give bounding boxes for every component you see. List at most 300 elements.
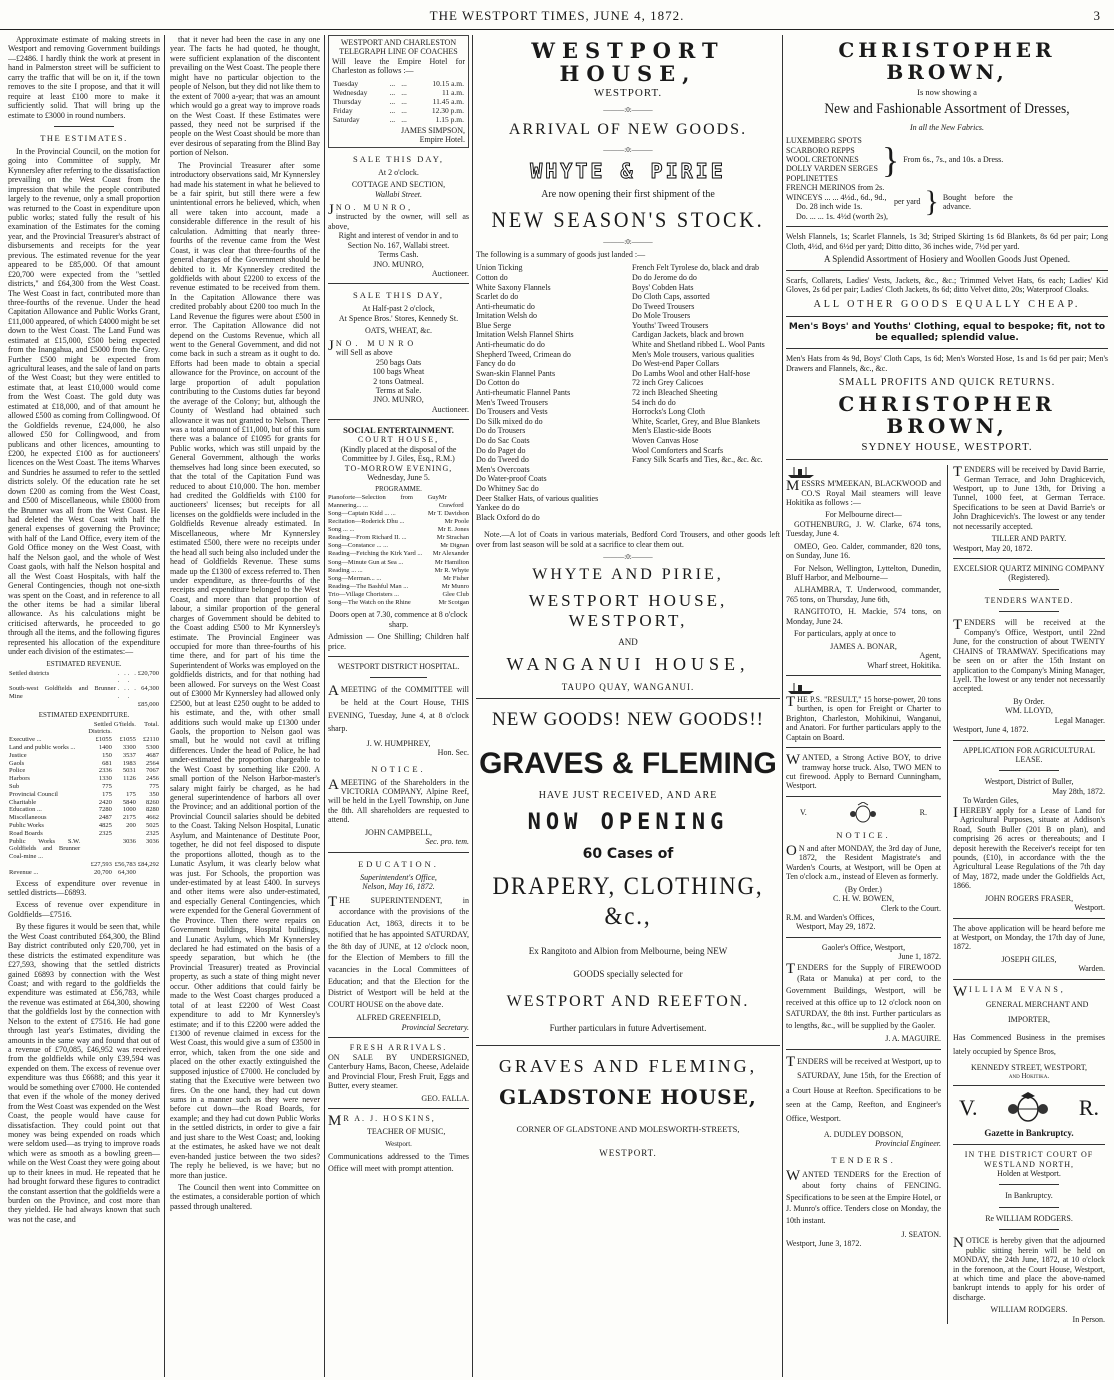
timetable-cell: ... [389, 96, 396, 106]
excelsior-heading: EXCELSIOR QUARTZ MINING COMPANY (Registered). [953, 564, 1105, 583]
divider [328, 1037, 469, 1038]
social-text: (Kindly placed at the disposal of the Committee by J. Giles, Esq., R.M.) [340, 444, 457, 464]
table-row [8, 861, 160, 869]
timetable-cell: 12.30 p.m. [431, 105, 464, 115]
table-cell: 150 [102, 751, 112, 759]
table-row [8, 767, 160, 775]
table-row [8, 701, 160, 709]
column-header: Settled Districts. [88, 720, 112, 736]
table-cell: £1055 [95, 736, 112, 744]
timetable-cell: ... [389, 78, 396, 88]
new-fabrics: In all the New Fabrics. [910, 122, 984, 132]
goods-item: Scarlet do do [476, 292, 519, 302]
column-header [8, 721, 81, 737]
lloyd-role: Legal Manager. [1054, 715, 1105, 725]
education-notice [328, 895, 469, 1011]
col5-right [947, 465, 1105, 1324]
table-cell: . . . [127, 685, 136, 701]
lot-item: 2 tons Oatmeal. [373, 376, 424, 386]
timetable-cell: ... [389, 114, 396, 124]
goods-item: Cardigan Jackets, black and brown [632, 330, 744, 340]
social-date: Wednesday, June 5. [367, 473, 430, 483]
drop-cap: T [786, 693, 796, 710]
timetable-cell: 10.15 a.m. [432, 78, 464, 88]
bonar-address: Wharf street, Hokitika. [867, 660, 941, 670]
sale-item: COTTAGE AND SECTION, [351, 180, 446, 190]
westport-reefton: WESTPORT AND REEFTON. [506, 992, 750, 1010]
table-cell: 5031 [122, 767, 136, 775]
drapery-heading: DRAPERY, CLOTHING, &c., [492, 873, 764, 931]
munro-advert [328, 203, 469, 279]
drop-cap: A [328, 776, 339, 793]
table-cell [127, 701, 137, 709]
goods-item: French Felt Tyrolese do, black and drab [632, 263, 760, 273]
table-cell: . . . [117, 685, 126, 701]
table-cell: 4687 [146, 751, 159, 759]
table-cell: 64,300 [141, 685, 159, 693]
goods-item: Fancy Silk Scarfs and Ties, &c., &c. &c. [632, 455, 763, 465]
programme-piece: Reading—The Bashful Man ... [328, 582, 409, 590]
divider [999, 611, 1060, 612]
goods-item: Boys' Cobden Hats [632, 282, 694, 292]
result-text: HE P.S. "RESULT," 15 horse-power, 20 tons burthen, is open for Freight or Charter to Brighton, Charleston, Mohikinui, Wanganui, and Anatori. For further particulars apply to the Captain on Board. [786, 694, 941, 742]
divider [953, 1085, 1105, 1086]
tiller-signature: TILLER AND PARTY. [991, 534, 1067, 544]
fresh-signature: GEO. FALLA. [421, 1093, 469, 1103]
omeo-sailing: OMEO, Geo. Calder, commander, 820 tons, on Sunday, June 16. [786, 541, 941, 561]
fabric-item: POPLINETTES [786, 173, 838, 183]
programme-performer: Mr Fisher [443, 574, 469, 582]
table-cell: 4662 [146, 814, 159, 822]
column-rule [324, 35, 325, 1377]
table-row [8, 830, 160, 838]
in-bankruptcy: In Bankruptcy. [1005, 1191, 1053, 1201]
goods-item: Horrocks's Long Cloth [632, 407, 705, 417]
rodgers-notice-text: OTICE is hereby given that the adjourned public sitting herein will be held on MONDAY, the 24th June, 1872, at 10 o'clock in the forenoon, at the Court House, Westport, at which time and place the above-named bankrupt intends to apply for his order of discharge. [953, 1236, 1105, 1302]
whyte-pirie-logo: WHYTE & PIRIE [530, 158, 726, 183]
timetable-cell: ... [389, 87, 396, 97]
goods-item: White and Shetland ribbed L. Wool Pants [632, 340, 765, 350]
application-heading: APPLICATION FOR AGRICULTURAL LEASE. [962, 745, 1096, 765]
district-court: IN THE DISTRICT COURT OF WESTLAND NORTH, [964, 1150, 1094, 1169]
coach-advert [328, 35, 469, 148]
table-cell: 2564 [146, 759, 159, 767]
fabric-item: WOOL CRETONNES [786, 155, 859, 165]
programme-item [328, 599, 469, 607]
drop-cap: I [953, 804, 958, 821]
sale-place: At Spence Bros.' Stores, Kennedy St. [338, 313, 459, 323]
seaton-signature: J. SEATON. [901, 1229, 941, 1239]
table-cell: 8260 [146, 798, 159, 806]
divider [786, 937, 941, 938]
goods-item: Men's Mole trousers, various qualities [632, 349, 755, 359]
divider [328, 852, 469, 853]
nelson-route: For Nelson, Wellington, Lyttelton, Dunedin, Bluff Harbor, and Melbourne— [786, 563, 941, 583]
table-row [8, 806, 160, 814]
table-cell: Justice [9, 751, 27, 759]
goods-item: Youths' Tweed Trousers [632, 320, 709, 330]
programme-performer: Glee Club [442, 591, 469, 599]
gladstone-house: GLADSTONE HOUSE, [499, 1084, 757, 1109]
divider [953, 979, 1105, 980]
lloyd-signature: WM. LLOYD, [1005, 706, 1053, 716]
expenditure-heading: ESTIMATED EXPENDITURE. [38, 710, 130, 719]
goods-item: Do Mole Trousers [632, 311, 691, 321]
programme-heading: PROGRAMME. [375, 485, 422, 494]
timetable-cell: Wednesday [333, 87, 368, 97]
now-opening: NOW OPENING [527, 809, 729, 835]
goods-item: Do Cloth Caps, assorted [632, 292, 710, 302]
programme-piece: Song—Captain Kidd ... ... [328, 509, 396, 517]
graves-fleming-logo: GRAVES & FLEMING [479, 747, 777, 781]
column-rule [472, 35, 473, 1377]
estimate-intro: Approximate estimate of making streets in Westport and removing Government buildings—£2486. I hardly think the work at present in hand in Palmerston street will be sufficient to carry the traffic that will be on it, if the town removes to the site I propose, and that it will require at least £100 more to make it sufficiently solid. That will bring up the estimate to £3000 in round numbers. [8, 35, 160, 120]
hoskins-name: R A. J. HOSKINS, [343, 1113, 436, 1123]
column-1 [8, 35, 160, 1377]
westport-town: WESTPORT. [593, 87, 663, 100]
note-text: Note.—A lot of Coats in various materials, Bedford Cord Trousers, and other goods left over from last season will be sold at a sacrifice to clear them out. [476, 530, 780, 549]
tiller-date: Westport, May 20, 1872. [953, 543, 1033, 553]
sydney-house: SYDNEY HOUSE, WESTPORT. [861, 441, 1033, 454]
table-cell: Miscellaneous [9, 814, 47, 822]
hoskins-text: Communications addressed to the Times Office will meet with prompt attention. [328, 1152, 469, 1174]
fresh-text: ON SALE BY UNDERSIGNED, Canterbury Hams, Bacon, Cheese, Adelaide and Provincial Flour, Fresh Fruit, Eggs and Butter, every steamer. [328, 1052, 469, 1091]
flannels-text: Welsh Flannels, 1s; Scarlet Flannels, 1s 3d; Striped Skirting 1s 6d Blankets, 8s 6d per pair; Long Cloth, 4½d, and 6½d per yard; Ditto ditto, 36 inches wide, 7½d per yard. [786, 232, 1108, 251]
programme-item [328, 575, 469, 583]
goods-item: Swan-skin Flannel Pants [476, 368, 556, 378]
divider [328, 283, 469, 284]
table-cell: £20,700 [137, 669, 159, 677]
winceys-other-price: Do. ... ... 1s. 4½d (worth 2s), [796, 211, 888, 221]
wanganui-house: WANGANUI HOUSE, [506, 654, 750, 675]
education-text: HE SUPERINTENDENT, in accordance with the provisions of the Education Act, 1863, directs it to be notified that he has appointed SATURDAY, the 8th day of JUNE, at 12 o'clock noon, for the Election of Members to fill the vacancies in the Local Committees of Education; and that the Election for the District of Westport will be held at the COURT HOUSE on the above date. [328, 895, 469, 1009]
goods-item: Do do Jerome do do [632, 272, 697, 282]
table-row [8, 736, 160, 744]
programme-performer: Mr Alexander [432, 550, 469, 558]
table-cell: 3300 [122, 744, 136, 752]
education-office: Superintendent's Office, [360, 872, 437, 882]
table-cell: 4825 [98, 822, 112, 830]
programme-piece: Reading—Fetching the Kirk Yard ... [328, 550, 423, 558]
alhambra-sailing: ALHAMBRA, T. Underwood, commander, 765 tons, on Thursday, June 6th, [786, 585, 941, 604]
fabric-item: SCARBORO REPPS [786, 145, 855, 155]
table-cell: Executive ... [9, 736, 42, 744]
revenue-table [8, 670, 160, 709]
hospital-heading: WESTPORT DISTRICT HOSPITAL. [337, 662, 460, 672]
dobson-signature: A. DUDLEY DOBSON, [823, 1129, 904, 1139]
programme-piece: Reading—From Richard II. ... [328, 534, 407, 542]
divider [476, 698, 780, 699]
fabric-item: LUXEMBERG SPOTS [786, 136, 862, 146]
goods-item: Do do Tweed do [476, 455, 529, 465]
goods-item: Yankee do do [476, 503, 520, 513]
programme-piece: Reading ... ... [328, 566, 363, 574]
goods-item: Do do Paget do [476, 445, 526, 455]
programme-performer: Mr Munro [441, 582, 469, 590]
vr-letter-v: V. [800, 808, 807, 818]
programme-performer: Mr Dignan [440, 542, 469, 550]
bonar-name: JAMES A. BONAR, [830, 641, 897, 651]
table-cell: £2110 [142, 736, 159, 744]
social-heading: SOCIAL ENTERTAINMENT. [343, 425, 454, 436]
application-to: To Warden Giles, [963, 796, 1019, 806]
programme-item [328, 526, 469, 534]
table-cell: £1055 [119, 736, 136, 744]
merinos-price: FRENCH MERINOS from 2s. [786, 183, 885, 193]
tw-date: Westport, June 4, 1872. [953, 725, 1029, 735]
timetable-cell: Saturday [333, 114, 360, 124]
table-cell: Land and public works ... [9, 744, 76, 752]
drop-cap: W [786, 1167, 801, 1184]
timetable-cell: 1.15 p.m. [435, 114, 464, 124]
tunnel-tender-text: ENDERS will be received by David Barrie, German Terrace, and John Draghicevich, Westport, up to June 13th, for Driving a Tunnel, 1000 feet, at German Terrace. Specifications to be seen at David Barrie's or John Draghicevich's. The lowest or any tender not necessarily accepted. [953, 465, 1105, 531]
hats-text: Men's Hats from 4s 9d, Boys' Cloth Caps, 1s 6d; Men's Worsted Hose, 1s and 1s 6d per pair; Men's Drawers and Flannels, &c., &c. [786, 354, 1108, 373]
goods-item: Do Water-proof Coats [476, 474, 547, 484]
goods-item: 54 inch do do [632, 397, 676, 407]
estimates-heading: THE ESTIMATES. [40, 132, 128, 143]
programme-item [328, 550, 469, 558]
goods-item: Union Ticking [476, 263, 523, 273]
masthead [0, 0, 1114, 30]
table-cell: 775 [149, 783, 159, 791]
sale-heading: SALE THIS DAY, [353, 290, 444, 301]
timetable-cell: ... [401, 114, 407, 124]
divider [999, 770, 1060, 771]
newspaper-title: THE WESTPORT TIMES, JUNE 4, 1872. [429, 8, 685, 23]
column-rule [164, 35, 165, 1377]
programme-piece: Song—Merman... ... [328, 574, 382, 582]
table-cell: £84,292 [137, 861, 159, 868]
royal-crest-icon [1005, 1091, 1051, 1125]
per-yard: per yard [894, 197, 921, 207]
table-row [8, 752, 160, 760]
goods-item: Do Trousers and Vests [476, 407, 548, 417]
timetable-cell: Tuesday [333, 78, 359, 88]
drop-cap: T [786, 1053, 796, 1070]
cases-text: 60 Cases of [582, 845, 674, 862]
table-cell: Sub [9, 783, 20, 791]
tramway-text: ENDERS will be received at the Company's Office, Westport, until 22nd June, for the construction of about TWENTY CHAINS of TRAMWAY. Specifications may be seen on or after the 15th Instant on application to the Company's Mining Manager, Lyell. The lowest or any tender not necessarily accepted. [953, 618, 1105, 694]
showing-text: Is now showing a [917, 87, 977, 97]
divider [999, 1184, 1060, 1185]
timetable-cell: 11 a.m. [441, 87, 464, 97]
programme-performer: Mr Scotgan [438, 599, 469, 607]
sale-time: At 2 o'clock. [378, 167, 419, 177]
table-cell: 20,700 [94, 868, 112, 876]
column-header: Total. [144, 720, 159, 728]
sale-heading: SALE THIS DAY, [353, 153, 444, 164]
table-row [8, 838, 160, 861]
timetable-cell: ... [389, 105, 396, 115]
fraser-signature: JOHN ROGERS FRASER, [984, 893, 1074, 903]
education-heading: EDUCATION. [358, 858, 439, 869]
table-cell: 2420 [98, 798, 112, 806]
programme-list [328, 494, 469, 608]
drop-cap: O [786, 842, 797, 859]
drop-cap: T [953, 617, 963, 634]
programme-item [328, 534, 469, 542]
lot-terms: Terms at Sale. [375, 385, 422, 395]
goods-item: Do do Trousers [476, 426, 526, 436]
hoskins-title: TEACHER OF MUSIC, [366, 1127, 446, 1137]
fraser-place: Westport. [1074, 903, 1105, 913]
table-cell: 2336 [98, 767, 112, 775]
table-cell [113, 830, 137, 838]
drop-cap: T [953, 464, 963, 481]
sale-place: Wallabi Street. [375, 189, 422, 199]
column-header: G'fields. [113, 720, 136, 728]
coach-signature-place: Empire Hotel. [419, 135, 465, 145]
divider [328, 419, 469, 420]
coach-signature: JAMES SIMPSON, [400, 125, 465, 135]
application-heard-text: The above application will be heard before me at Westport, on Monday, the 17th day of June, 1872. [953, 923, 1105, 952]
coach-subtitle: TELEGRAPH LINE OF COACHES [339, 47, 458, 57]
dobson-role: Provincial Engineer. [875, 1139, 941, 1149]
programme-performer: Mr Poole [444, 517, 469, 525]
drop-cap: J [328, 201, 334, 218]
taupo-quay: TAUPO QUAY, WANGANUI. [561, 681, 695, 692]
drop-cap: N [953, 1235, 964, 1252]
divider [786, 226, 1108, 227]
divider [999, 1229, 1060, 1230]
table-cell: South-west Goldfields and Brunner Mine [9, 685, 116, 701]
particulars-text: For particulars, apply at once to [794, 629, 896, 639]
munro-advert [328, 339, 469, 415]
timetable-row [332, 106, 465, 115]
divider [999, 589, 1060, 590]
programme-performer: Mr R. Whyte [434, 566, 469, 574]
timetable-row [332, 115, 465, 124]
table-cell: 1330 [98, 775, 112, 783]
ex-text: Ex Rangitoto and Albion from Melbourne, being NEW [528, 946, 728, 957]
admission-text: Admission — One Shilling; Children half price. [328, 632, 469, 651]
divider [999, 1207, 1060, 1208]
evans-name: ILLIAM EVANS, [969, 984, 1066, 994]
table-cell: 175 [102, 790, 112, 798]
table-header-row [8, 721, 160, 737]
table-cell: Charitable [9, 798, 37, 806]
new-goods-heading: NEW GOODS! NEW GOODS!! [492, 709, 764, 731]
coach-text: Will leave the Empire Hotel for Charleston as follows :— [332, 56, 465, 76]
munro-text: instructed by the owner, will sell as above, [328, 212, 469, 231]
notice-heading: NOTICE. [371, 763, 426, 774]
table-cell: Education ... [9, 806, 42, 814]
table-cell: 7280 [98, 806, 112, 814]
table-cell: 775 [102, 783, 112, 791]
programme-performer: Mr Strachan [436, 534, 469, 542]
table-cell [137, 869, 160, 877]
summary-text: The following is a summary of goods just landed :— [476, 249, 646, 259]
tenders-heading: TENDERS. [831, 1154, 896, 1165]
lot-item: 250 bags Oats [375, 357, 422, 367]
and-text: AND [618, 637, 638, 648]
christopher-brown-heading-2: CHRISTOPHER BROWN, [838, 392, 1056, 439]
goods-item: Cotton do [476, 272, 508, 282]
bowen-signature: C. H. W. BOWEN, [832, 894, 895, 904]
seaton-date: Westport, June 3, 1872. [786, 1238, 862, 1248]
goods-item: Do do Sac Coats [476, 436, 530, 445]
notice-signature: JOHN CAMPBELL, [364, 827, 433, 837]
drop-cap: W [786, 752, 801, 769]
bowen-role: Clerk to the Court. [881, 903, 941, 913]
drop-cap: A [328, 683, 339, 700]
divider [328, 656, 469, 657]
programme-item [328, 591, 469, 599]
fabrics-list [786, 136, 878, 183]
ornament: ———:0:——— [603, 237, 653, 246]
programme-item [328, 542, 469, 550]
expenditure-table [8, 721, 160, 877]
programme-piece: Song—The Watch on the Rhine [328, 599, 411, 607]
article-paragraph: The Provincial Treasurer after some introductory observations said, Mr Kynnersley had made his statement in what he believed to be a fair spirit, but still there were a few unintentional errors he believed, which, when all were taken into account, made a considerable difference in the result of his calculation. Admitting that nearly three-fourths of the revenue came from the West Coast, it was clear that three-fourths of the general charges of the Government should be debited to it. Mr Kynnersley credited the goldfields with about £2200 to excess of the revenue estimated to be received from them. In the Capitation Allowance there was credited probably about £200 too much In the Land Revenue the figures were about £500 in error. The Capitation Allowance did not depend on the Customs Revenue, which all went to the General Government, and did not come back in such a stream as it ought to do. Efforts had been made to obtain a special allowance for the Province, on account of the large proportion of adult population contributing to the Customs duties far beyond the average of the Colony; but, although the County of Westland had obtained such allowance it was not granted to Nelson. There was a total amount of £11,000, but of this sum there was a balance of £1095 for grants for Public works, which was still unpaid by the General Government, although the works themselves had long since been executed, so that the total of the Capitation Fund was reduced to about £10,000. The hon. member had credited the Goldfields with £100 for auctioneers' licenses; but receipts for all licenses on the goldfields were included in the Goldfields Revenue already estimated. In Miscellaneous, where Mr Kynnersley estimated £500, there were no receipts under the head all such being also included under the head of Goldfields Revenue. These sums made up the £1300 of excess referred to. Then under expenditure, as three-fourths of the receipts and expenditure belonged to the West Coast, and more than that proportion of labour, a similar proportion of the general charges of Government should be debited to the Coast adding £500 to Mr Kynnersley's estimate. The Provincial Engineer was occupied for more than three-fourths of his time there, and for part of his time the Superintendent of Works was employed on the goldfields districts, and for that nothing had been allowed. For surveys on the West Coast out of £3000 Mr Kynnersley had allowed only £2500, but at least £250 ought to be added to his estimate, and the, with other small additions such would make up £1300 under Gaols, the proportion to Nelson gaol was small, but he would not cavil at trifling differences. Under the head of Police, he had under-estimated the proportion chargeable to the West Coast by something like £200. A small portion of the Nelson Harbor-master's salary might fairly be charged, as he had general superintendence of harbors all over the Province; and an additional portion of the Provincial Council salaries should be debited to the Coast. Taking Nelson Hospital, Lunatic Asylum, and Maintenance of Destitute Poor, together, he did not feel disposed to dispute the proportions allotted, though as to the Lunatic Asylum, it was clearly below what was just. For Schools, the proportion was under-estimated by at least £400. In surveys and other items were also under-estimated, and especially General Contingencies, which were expended for the General Government of the Province. Then there were repairs on Government buildings, Hospital buildings, and Lunatic Asylum, which Mr Kynnersley declared he had estimated on the basis of a speedy separation, but which he (the Provincial Treasurer) treated as Provincial property, as such a state of thing might never occur. Other additions that could fairly be made to the West Coast charges produced a total of at least £2200 of West Coast expenditure to add to Mr Kynnersley's estimate; and if to this £2200 were added the £1300 of revenue claimed in excess for the West Coast, this would give a sum of £3500 in error, which, taken from the one side and placed on the other exactly extinguished the supposed injustice of £7000. He concluded by stating that the Executive were between two fires. On the one hand, they had cut down sums in a manner such as they were never before cut down—the Road Boards, for example; and they had cut down Public Works in the settled districts, in order to give a fair and just share to the West Coast; and, looking at the estimates, he asked have we not dealt even-handed justice between the two sides? The reply he believed, is we have; but no more than justice. [170, 160, 320, 1180]
table-cell: 200 [126, 822, 136, 830]
table-cell: 2487 [98, 814, 112, 822]
divider [786, 675, 941, 676]
courthouse-tender-text: ENDERS will be received at Westport, up to SATURDAY, June 15th, for the Erection of a Court House at Reefton. Specifications to be seen at the Camp, Reefton, and Engineer's Office, Westport. [786, 1056, 941, 1124]
drop-cap: T [328, 893, 338, 910]
giles-role: Warden. [1078, 964, 1105, 974]
goods-item: Do Cotton do [476, 378, 520, 388]
giles-signature: JOSEPH GILES, [1001, 954, 1057, 964]
analysis-paragraph: Excess of revenue over expenditure in Goldfields—£7516. [8, 900, 160, 919]
victoria-text: MEETING of the Shareholders in the VICTORIA COMPANY, Alpine Reef, will be held in the Lyell Township, on June the 8th. All shareholders are requested to attend. [328, 777, 469, 825]
drop-cap: T [786, 960, 796, 977]
programme-item [328, 494, 469, 510]
gaol-office: Gaoler's Office, Westport, [821, 942, 906, 952]
victoria-notice [328, 778, 469, 825]
social-evening: TO-MORROW EVENING, [344, 463, 453, 473]
all-other-goods: ALL OTHER GOODS EQUALLY CHEAP. [813, 299, 1081, 311]
table-cell: Police [9, 767, 26, 775]
munro-signature: JNO. MUNRO, [373, 259, 424, 269]
goods-item: Deer Stalker Hats, of various qualities [476, 493, 599, 503]
education-date: Nelson, May 16, 1872. [362, 882, 435, 892]
winceys-wide-price: Do. 28 inch wide 1s. [796, 202, 863, 212]
munro-role: Auctioneer. [431, 404, 469, 414]
goods-item: Anti-rheumatic do do [476, 340, 545, 350]
programme-piece: Recitation—Roderick Dhu ... [328, 517, 405, 525]
goods-item: Imitation Welsh do [476, 311, 537, 321]
col5-left [786, 465, 941, 1324]
goods-item: Men's Overcoats [476, 464, 530, 474]
timetable-row [332, 88, 465, 97]
table-cell: 2175 [122, 814, 136, 822]
estimates-analysis [8, 879, 160, 1225]
drop-cap: M [786, 478, 800, 495]
divider [786, 270, 1108, 271]
table-cell: 64,300 [117, 868, 136, 876]
table-cell: . . . [127, 669, 136, 685]
table-cell: Public Works [9, 822, 44, 830]
westport-house-heading: WESTPORT HOUSE, [531, 38, 725, 87]
programme-performer: Mr T. Davidson [427, 509, 469, 517]
evans-place: KENNEDY STREET, WESTPORT, [970, 1062, 1088, 1072]
mcmeekan-text: ESSRS M'MEEKAN, BLACKWOOD and CO.'S Royal Mail steamers will leave Hokitika as follows :— [786, 479, 941, 507]
table-cell: 5025 [146, 822, 159, 830]
coach-title: WESTPORT AND CHARLESTON [340, 38, 457, 47]
table-row [8, 744, 160, 752]
hospital-text: MEETING of the COMMITTEE will be held at the Court House, THIS EVENING, Tuesday, June 4, at 8 o'clock sharp. [328, 685, 469, 733]
goods-item: Do Whitney Sac do [476, 483, 539, 493]
ornament: ———:0:——— [603, 145, 653, 154]
christopher-brown-heading: CHRISTOPHER BROWN, [838, 38, 1056, 84]
re-rodgers: Re WILLIAM RODGERS. [985, 1213, 1073, 1223]
table-cell: 3036 [122, 837, 136, 845]
winceys-price: WINCEYS ... ... 4½d., 6d., 9d., [786, 192, 887, 202]
programme-item [328, 510, 469, 518]
table-cell: £56,783 [114, 861, 136, 868]
page-number: 3 [1093, 8, 1100, 23]
